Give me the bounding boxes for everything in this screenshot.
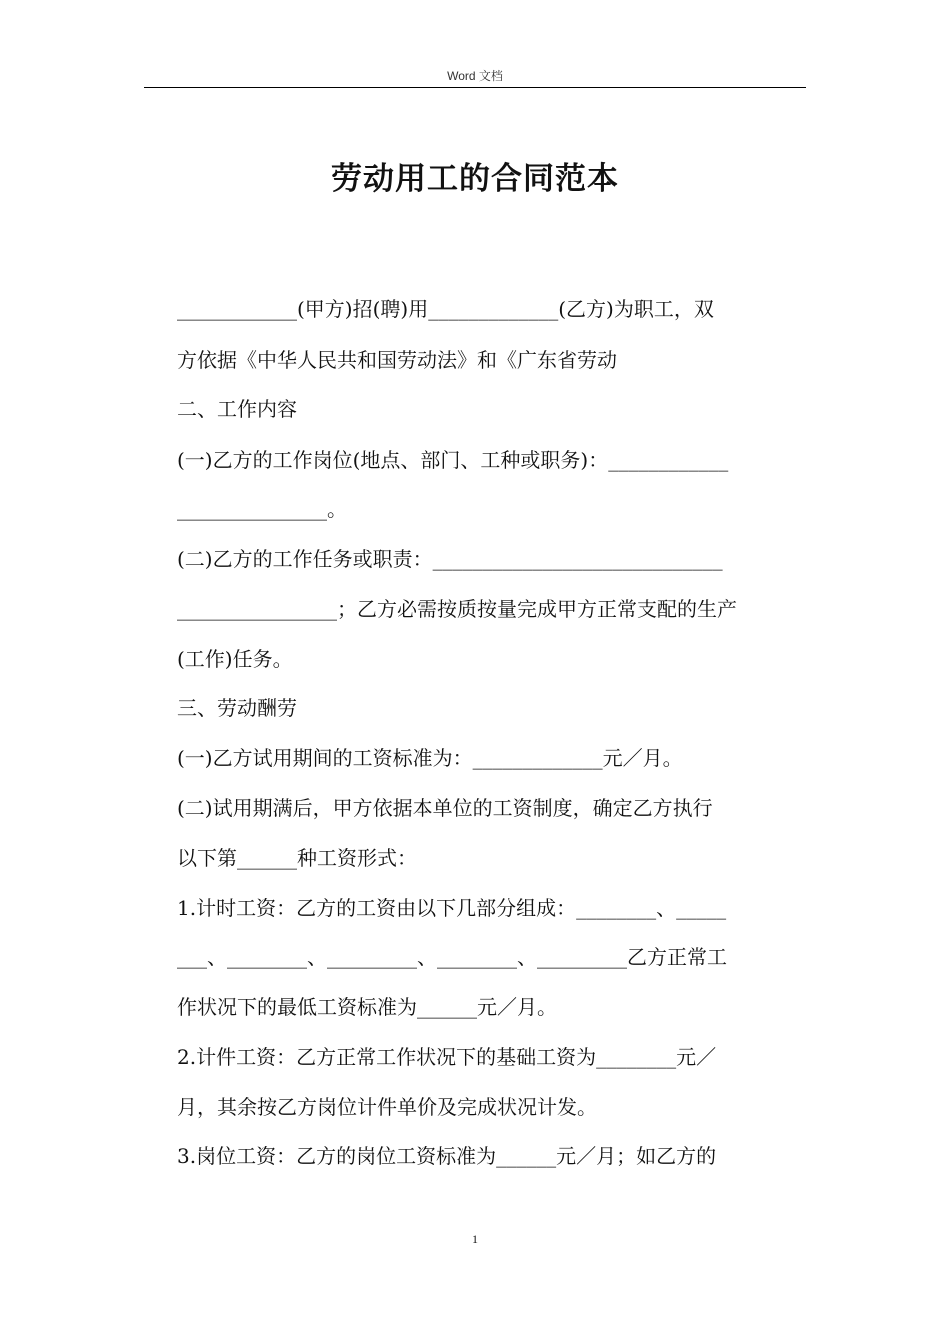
- page-number: 1: [472, 1232, 478, 1246]
- header-rule: [144, 87, 806, 88]
- page-header-label: Word 文档: [447, 69, 503, 83]
- body-line: ___、________、_________、________、_________乙方正常工: [177, 945, 727, 969]
- body-line: 3.岗位工资：乙方的岗位工资标准为______元／月；如乙方的: [177, 1144, 717, 1168]
- body-line: 月，其余按乙方岗位计件单价及完成状况计发。: [177, 1095, 597, 1119]
- body-line: ________________；乙方必需按质按量完成甲方正常支配的生产: [177, 597, 737, 621]
- section-heading: 三、劳动酬劳: [177, 696, 297, 720]
- body-line: 以下第______种工资形式：: [177, 846, 417, 870]
- document-title: 劳动用工的合同范本: [331, 161, 619, 197]
- body-line: (工作)任务。: [177, 647, 293, 671]
- body-line: (二)乙方的工作任务或职责：_____________________________: [177, 547, 723, 571]
- body-line: ____________(甲方)招(聘)用_____________(乙方)为职工，双: [177, 297, 714, 321]
- body-line: (一)乙方试用期间的工资标准为：_____________元／月。: [177, 746, 683, 770]
- body-line: (二)试用期满后，甲方依据本单位的工资制度，确定乙方执行: [177, 796, 713, 820]
- body-line: 方依据《中华人民共和国劳动法》和《广东省劳动: [177, 348, 617, 372]
- body-line: (一)乙方的工作岗位(地点、部门、工种或职务)：____________: [177, 448, 729, 472]
- section-heading: 二、工作内容: [177, 397, 297, 421]
- body-line: 2.计件工资：乙方正常工作状况下的基础工资为________元／: [177, 1045, 717, 1069]
- body-line: 作状况下的最低工资标准为______元／月。: [177, 995, 557, 1019]
- body-line: _______________。: [177, 497, 347, 521]
- body-line: 1.计时工资：乙方的工资由以下几部分组成：________、_____: [177, 896, 727, 920]
